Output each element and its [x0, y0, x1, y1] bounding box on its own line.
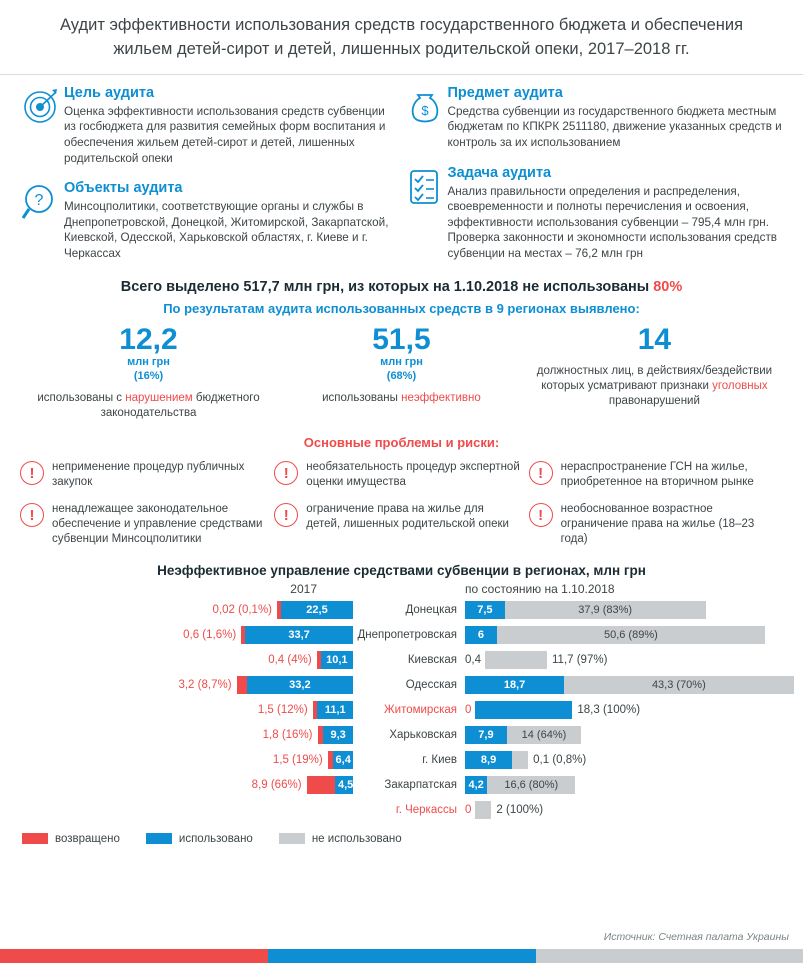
- info-block-objects-body: [64, 180, 392, 261]
- info-column-left: [18, 85, 402, 276]
- chart-row-left: [8, 676, 353, 694]
- chart-row-right: [465, 651, 795, 669]
- left-used-value: 11,1: [324, 704, 346, 717]
- left-used-bar: [247, 676, 353, 694]
- right-used-bar: [475, 701, 572, 719]
- right-used-value: 8,9: [480, 754, 497, 767]
- right-unused-bar: [512, 751, 528, 769]
- info-block-subject: [402, 85, 786, 151]
- left-returned-label: 1,8 (16%): [262, 729, 313, 742]
- footer-color-bar: [0, 949, 803, 963]
- right-unused-bar: [475, 801, 491, 819]
- stat-violations-desc-post: бюджетного законодательства: [100, 392, 260, 420]
- chart-row: [8, 623, 795, 648]
- problem-text: нераспространение ГСН на жилье, приобретенное на вторичном рынке: [560, 461, 754, 489]
- chart-row: [8, 773, 795, 798]
- stats-row: [0, 318, 803, 421]
- right-used-value: 4,2: [468, 779, 484, 792]
- legend-item-returned: [22, 833, 120, 845]
- stat-violations-percent: (16%): [133, 369, 164, 382]
- right-unused-label: 37,9 (83%): [578, 604, 633, 617]
- chart-row: [8, 723, 795, 748]
- info-block-goal-text: Оценка эффективности использования средств субвенции из госбюджета для развития семейных форм воспитания и обеспечения жильем детей-сирот и детей, лишенных родительской опеки: [64, 104, 386, 165]
- chart-row: [8, 673, 795, 698]
- stat-officials-desc-pre: должностных лиц, в действиях/бездействии которых усматривают признаки: [536, 364, 773, 392]
- info-column-right: [402, 85, 786, 276]
- chart-header-spacer: [353, 582, 465, 596]
- total-unused-percent: 80%: [653, 279, 683, 296]
- left-used-value: 9,3: [330, 729, 346, 742]
- problem-item: [20, 454, 274, 496]
- exclamation-icon: !: [20, 461, 44, 485]
- chart-row-left: [8, 726, 353, 744]
- exclamation-icon: !: [529, 503, 553, 527]
- right-unused-label: 14 (64%): [521, 729, 567, 742]
- left-returned-label: 0,4 (4%): [268, 654, 312, 667]
- stat-officials-number: 14: [637, 323, 672, 357]
- chart-row-region-label: Днепропетровская: [357, 629, 457, 642]
- legend-swatch-returned: [22, 833, 48, 844]
- right-unused-bar: [505, 601, 706, 619]
- right-used-bar: [465, 626, 497, 644]
- chart-row: [8, 648, 795, 673]
- left-returned-bar: [307, 776, 335, 794]
- chart-header-right: по состоянию на 1.10.2018: [465, 581, 615, 596]
- chart-row-right: [465, 701, 795, 719]
- stat-violations-desc: [22, 391, 275, 421]
- audit-results-subtitle: По результатам аудита использованных средств в 9 регионах выявлено:: [163, 301, 640, 317]
- stat-violations-desc-accent: нарушением: [125, 392, 193, 405]
- legend-item-unused: [279, 833, 402, 845]
- right-used-bar: [465, 601, 505, 619]
- stat-ineffective-percent: (68%): [386, 369, 417, 382]
- problems-title: Основные проблемы и риски:: [303, 435, 500, 451]
- info-block-objects: [18, 180, 392, 261]
- exclamation-icon: !: [20, 503, 44, 527]
- left-used-bar: [317, 701, 353, 719]
- stat-ineffective-desc-pre: использованы: [322, 392, 402, 405]
- right-used-value: 18,7: [503, 679, 526, 692]
- right-unused-bar: [485, 651, 547, 669]
- left-used-value: 22,5: [306, 604, 328, 617]
- right-used-bar: [465, 726, 507, 744]
- left-returned-label: 0,6 (1,6%): [183, 629, 237, 642]
- stat-violations-desc-pre: использованы с: [37, 392, 126, 405]
- legend-item-used: [146, 833, 253, 845]
- footer-bar-blue: [268, 949, 535, 963]
- right-used-value: 6: [477, 629, 484, 642]
- chart-row-region-label: Одесская: [405, 679, 457, 692]
- left-used-bar: [245, 626, 353, 644]
- exclamation-icon: !: [274, 461, 298, 485]
- right-unused-bar: [497, 626, 765, 644]
- info-block-task-text: Анализ правильности определения и распределения, своевременности и полноты перечисления и освоения, эффективности использования субвенции – 795,4 млн грн. Проверка законности и экономности использования средств субвенции на местах – 76,2 млн грн: [447, 184, 778, 260]
- info-block-subject-body: [448, 85, 786, 151]
- problem-item: [274, 496, 528, 553]
- right-used-bar: [465, 676, 564, 694]
- left-returned-label: 0,02 (0,1%): [212, 604, 272, 617]
- left-returned-label: 3,2 (8,7%): [178, 679, 232, 692]
- chart-row-left: [8, 751, 353, 769]
- chart-row-region-label: Закарпатская: [384, 779, 457, 792]
- chart-row: [8, 598, 795, 623]
- right-zero-label: 0: [465, 804, 472, 817]
- problem-item: [274, 454, 528, 496]
- left-bar-group: [241, 626, 353, 644]
- chart-row-right: [465, 726, 795, 744]
- problem-text: ограничение права на жилье для детей, лишенных родительской опеки: [306, 503, 509, 531]
- stat-officials-desc-post: правонарушений: [608, 394, 700, 407]
- chart-row-region-label: Киевская: [407, 654, 457, 667]
- legend-label-returned: возвращено: [55, 832, 120, 845]
- stat-ineffective-desc: [275, 391, 528, 406]
- total-allocated-text: Всего выделено 517,7 млн грн, из которых на 1.10.2018 не использованы: [120, 279, 654, 296]
- footer-bar-red: [0, 949, 268, 963]
- chart-row-left: [8, 651, 353, 669]
- left-bar-group: [328, 751, 353, 769]
- chart-row-left: [8, 776, 353, 794]
- chart-title: Неэффективное управление средствами субвенции в регионах, млн грн: [157, 562, 646, 578]
- info-block-goal-body: [64, 85, 392, 166]
- problems-grid: [0, 454, 803, 553]
- chart-row-region-label: Житомирская: [384, 704, 457, 717]
- regions-bar-chart: [0, 596, 803, 823]
- right-used-bar: [465, 776, 487, 794]
- left-bar-group: [307, 776, 353, 794]
- right-unused-bar: [507, 726, 581, 744]
- legend-swatch-used: [146, 833, 172, 844]
- chart-row-right: [465, 776, 795, 794]
- chart-header-labels: [0, 582, 803, 596]
- problems-row-2: [20, 496, 783, 553]
- left-used-bar: [281, 601, 353, 619]
- left-used-bar: [321, 651, 353, 669]
- stat-violations-number: 12,2: [119, 323, 178, 357]
- left-bar-group: [313, 701, 353, 719]
- problem-text: ненадлежащее законодательное обеспечение и управление средствами субвенции Минсоцполитики: [52, 503, 263, 545]
- right-zero-label: 0,4: [465, 654, 481, 667]
- problem-text: необоснованное возрастное ограничение права на жилье (18–23 года): [560, 503, 755, 545]
- stat-ineffective-number: 51,5: [372, 323, 431, 357]
- checklist-icon: [402, 165, 448, 262]
- problem-text: неприменение процедур публичных закупок: [52, 461, 245, 489]
- left-bar-group: [277, 601, 353, 619]
- stat-officials-desc: [528, 364, 781, 409]
- svg-text:?: ?: [34, 192, 44, 210]
- target-icon: [18, 85, 64, 166]
- legend-label-used: использовано: [178, 832, 253, 845]
- right-unused-label: 2 (100%): [496, 804, 544, 817]
- left-used-value: 4,5: [338, 779, 354, 792]
- problem-text: необязательность процедур экспертной оценки имущества: [306, 461, 520, 489]
- info-block-task: [402, 165, 786, 262]
- chart-row-right: [465, 751, 795, 769]
- right-used-value: 7,5: [477, 604, 493, 617]
- right-used-outside-label: 18,3 (100%): [577, 704, 641, 717]
- left-used-value: 6,4: [335, 754, 351, 767]
- footer-bar-grey: [536, 949, 803, 963]
- info-block-task-body: [448, 165, 786, 262]
- chart-row-left: [8, 701, 353, 719]
- left-bar-group: [317, 651, 353, 669]
- problem-item: [529, 496, 783, 553]
- left-used-value: 33,2: [289, 679, 311, 692]
- left-returned-bar: [237, 676, 247, 694]
- exclamation-icon: !: [274, 503, 298, 527]
- info-block-objects-title: Объекты аудита: [64, 180, 183, 197]
- info-block-task-title: Задача аудита: [447, 164, 552, 181]
- magnifier-question-icon: [18, 180, 64, 261]
- page-header: [0, 0, 803, 74]
- audit-info-area: [0, 75, 803, 278]
- chart-row: [8, 748, 795, 773]
- stat-ineffective: [275, 324, 528, 421]
- right-unused-label: 11,7 (97%): [552, 654, 608, 667]
- chart-row-left: [8, 626, 353, 644]
- right-used-value: 7,9: [478, 729, 494, 742]
- exclamation-icon: !: [529, 461, 553, 485]
- right-unused-label: 50,6 (89%): [603, 629, 658, 642]
- info-block-goal: [18, 85, 392, 166]
- problems-row-1: [20, 454, 783, 496]
- right-unused-bar: [487, 776, 575, 794]
- stat-officials: [528, 324, 781, 421]
- left-used-value: 10,1: [326, 654, 348, 667]
- info-block-subject-text: Средства субвенции из государственного бюджета местным бюджетам по КПКРК 2511180, движение указанных средств и контроль за их использованием: [447, 104, 782, 149]
- chart-row-left: [8, 801, 353, 819]
- left-returned-label: 8,9 (66%): [251, 779, 302, 792]
- info-block-objects-text: Минсоцполитики, соответствующие органы и службы в Днепропетровской, Донецкой, Житомирской, Закарпатской, Киевской, Одесской, Харьковской областях, г. Киеве и г. Черкассах: [64, 200, 389, 260]
- chart-row-right: [465, 626, 795, 644]
- chart-row-right: [465, 601, 795, 619]
- page-title: Аудит эффективности использования средств государственного бюджета и обеспечения жильем детей-сирот и детей, лишенных родительской опеки, 2017–2018 гг.: [59, 16, 744, 58]
- chart-row: [8, 798, 795, 823]
- chart-row-right: [465, 801, 795, 819]
- svg-text:$: $: [420, 102, 429, 118]
- chart-legend: [0, 823, 803, 845]
- problem-item: [20, 496, 274, 553]
- left-bar-group: [237, 676, 353, 694]
- problem-item: [529, 454, 783, 496]
- left-used-bar: [333, 751, 353, 769]
- legend-swatch-unused: [279, 833, 305, 844]
- chart-row-region-label: Харьковская: [389, 729, 457, 742]
- right-unused-bar: [564, 676, 793, 694]
- info-block-subject-title: Предмет аудита: [447, 84, 563, 101]
- left-returned-label: 1,5 (12%): [257, 704, 308, 717]
- chart-row-region-label: г. Черкассы: [395, 804, 457, 817]
- right-used-bar: [465, 751, 512, 769]
- chart-header-left: 2017: [290, 581, 317, 596]
- money-bag-icon: [402, 85, 448, 151]
- total-allocated-highlight: [0, 279, 803, 295]
- stat-violations-unit: млн грн: [127, 355, 170, 368]
- chart-row: [8, 698, 795, 723]
- right-zero-label: 0: [465, 704, 472, 717]
- chart-row-region-label: Донецкая: [405, 604, 457, 617]
- source-note: Источник: Счетная палата Украины: [603, 931, 789, 943]
- left-used-value: 33,7: [288, 629, 310, 642]
- left-bar-group: [318, 726, 354, 744]
- stat-officials-desc-accent: уголовных: [712, 379, 768, 392]
- chart-row-left: [8, 601, 353, 619]
- left-returned-label: 1,5 (19%): [272, 754, 323, 767]
- chart-row-right: [465, 676, 795, 694]
- chart-row-region-label: г. Киев: [422, 754, 457, 767]
- left-used-bar: [323, 726, 353, 744]
- stat-ineffective-unit: млн грн: [380, 355, 423, 368]
- right-unused-label: 43,3 (70%): [651, 679, 706, 692]
- right-unused-label: 16,6 (80%): [504, 779, 559, 792]
- stat-violations: [22, 324, 275, 421]
- left-used-bar: [335, 776, 353, 794]
- legend-label-unused: не использовано: [311, 832, 402, 845]
- info-block-goal-title: Цель аудита: [64, 84, 155, 101]
- stat-ineffective-desc-accent: неэффективно: [401, 392, 481, 405]
- right-unused-label: 0,1 (0,8%): [533, 754, 587, 767]
